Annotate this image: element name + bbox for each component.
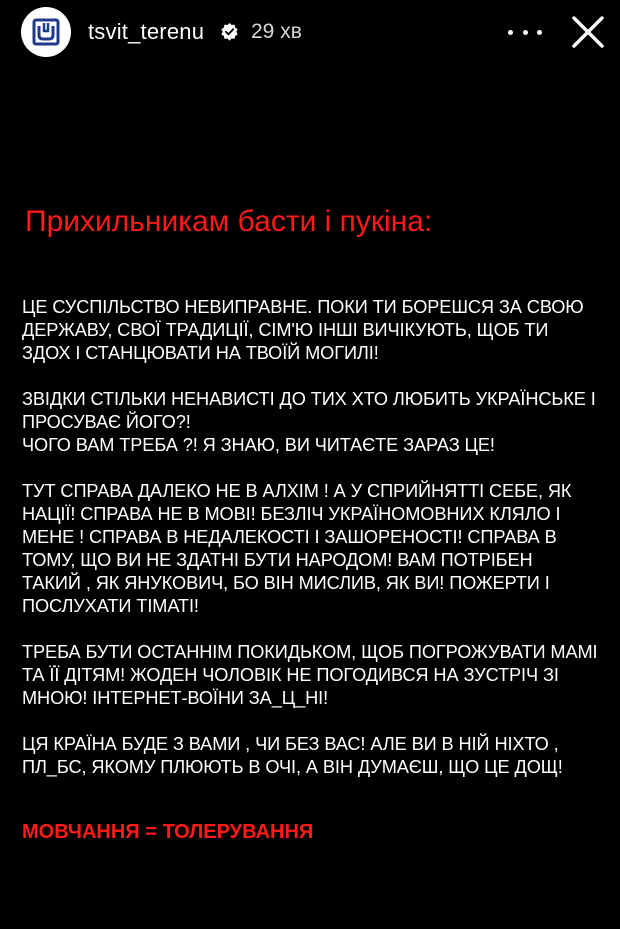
username[interactable]: tsvit_terenu <box>88 19 205 44</box>
avatar[interactable] <box>21 7 71 57</box>
more-options-button[interactable] <box>508 20 542 44</box>
story-heading: Прихильникам басти і пукіна: <box>25 205 433 238</box>
story-paragraph: ТУТ СПРАВА ДАЛЕКО НЕ В АЛХІМ ! А У СПРИЙНЯТТІ СЕБЕ, ЯК НАЦІЇ! СПРАВА НЕ В МОВІ! БЕЗЛІЧ УКРАЇНОМОВНИХ КЛЯЛО І МЕНЕ ! СПРАВА В НЕДАЛЕКОСТІ І ЗАШОРЕНОСТІ! СПРАВА В ТОМУ, ЩО ВИ НЕ ЗДАТНІ БУТИ НАРОДОМ! ВАМ ПОТРІБЕН ТАКИЙ , ЯК ЯНУКОВИЧ, БО ВІН МИСЛИВ, ЯК ВИ! ПОЖЕРТИ І ПОСЛУХАТИ ТІМАТІ! <box>22 481 572 616</box>
more-dots-icon <box>508 30 513 35</box>
story-slogan: МОВЧАННЯ = ТОЛЕРУВАННЯ <box>22 821 314 843</box>
verified-badge-icon <box>220 22 239 41</box>
story-paragraph: ЦЯ КРАЇНА БУДЕ З ВАМИ , ЧИ БЕЗ ВАС! АЛЕ ВИ В НІЙ НІХТО , ПЛ_БС, ЯКОМУ ПЛЮЮТЬ В ОЧІ, А ВІН ДУМАЄШ, ЩО ЦЕ ДОЩ! <box>22 734 563 777</box>
brand-logo-icon <box>31 17 61 47</box>
story-paragraph: ЦЕ СУСПІЛЬСТВО НЕВИПРАВНЕ. ПОКИ ТИ БОРЕШСЯ ЗА СВОЮ ДЕРЖАВУ, СВОЇ ТРАДИЦІЇ, СІМ'Ю ІНШІ ВИЧІКУЮТЬ, ЩОБ ТИ ЗДОХ І СТАНЦЮВАТИ НА ТВОЇЙ МОГИЛІ! <box>22 297 584 363</box>
close-icon[interactable] <box>570 14 606 50</box>
story-paragraph: ТРЕБА БУТИ ОСТАННІМ ПОКИДЬКОМ, ЩОБ ПОГРОЖУВАТИ МАМІ ТА ЇЇ ДІТЯМ! ЖОДЕН ЧОЛОВІК НЕ ПОГОДИВСЯ НА ЗУСТРІЧ ЗІ МНОЮ! ІНТЕРНЕТ-ВОЇНИ ЗА_Ц_НІ! <box>22 642 598 708</box>
story-paragraph: ЗВІДКИ СТІЛЬКИ НЕНАВИСТІ ДО ТИХ ХТО ЛЮБИТЬ УКРАЇНСЬКЕ І ПРОСУВАЄ ЙОГО?! ЧОГО ВАМ ТРЕБА ?! Я ЗНАЮ, ВИ ЧИТАЄТЕ ЗАРАЗ ЦЕ! <box>22 389 596 455</box>
more-dots-icon <box>523 30 528 35</box>
post-time: 29 хв <box>251 20 302 43</box>
story-header <box>0 0 620 64</box>
more-dots-icon <box>537 30 542 35</box>
story-body <box>22 296 602 802</box>
